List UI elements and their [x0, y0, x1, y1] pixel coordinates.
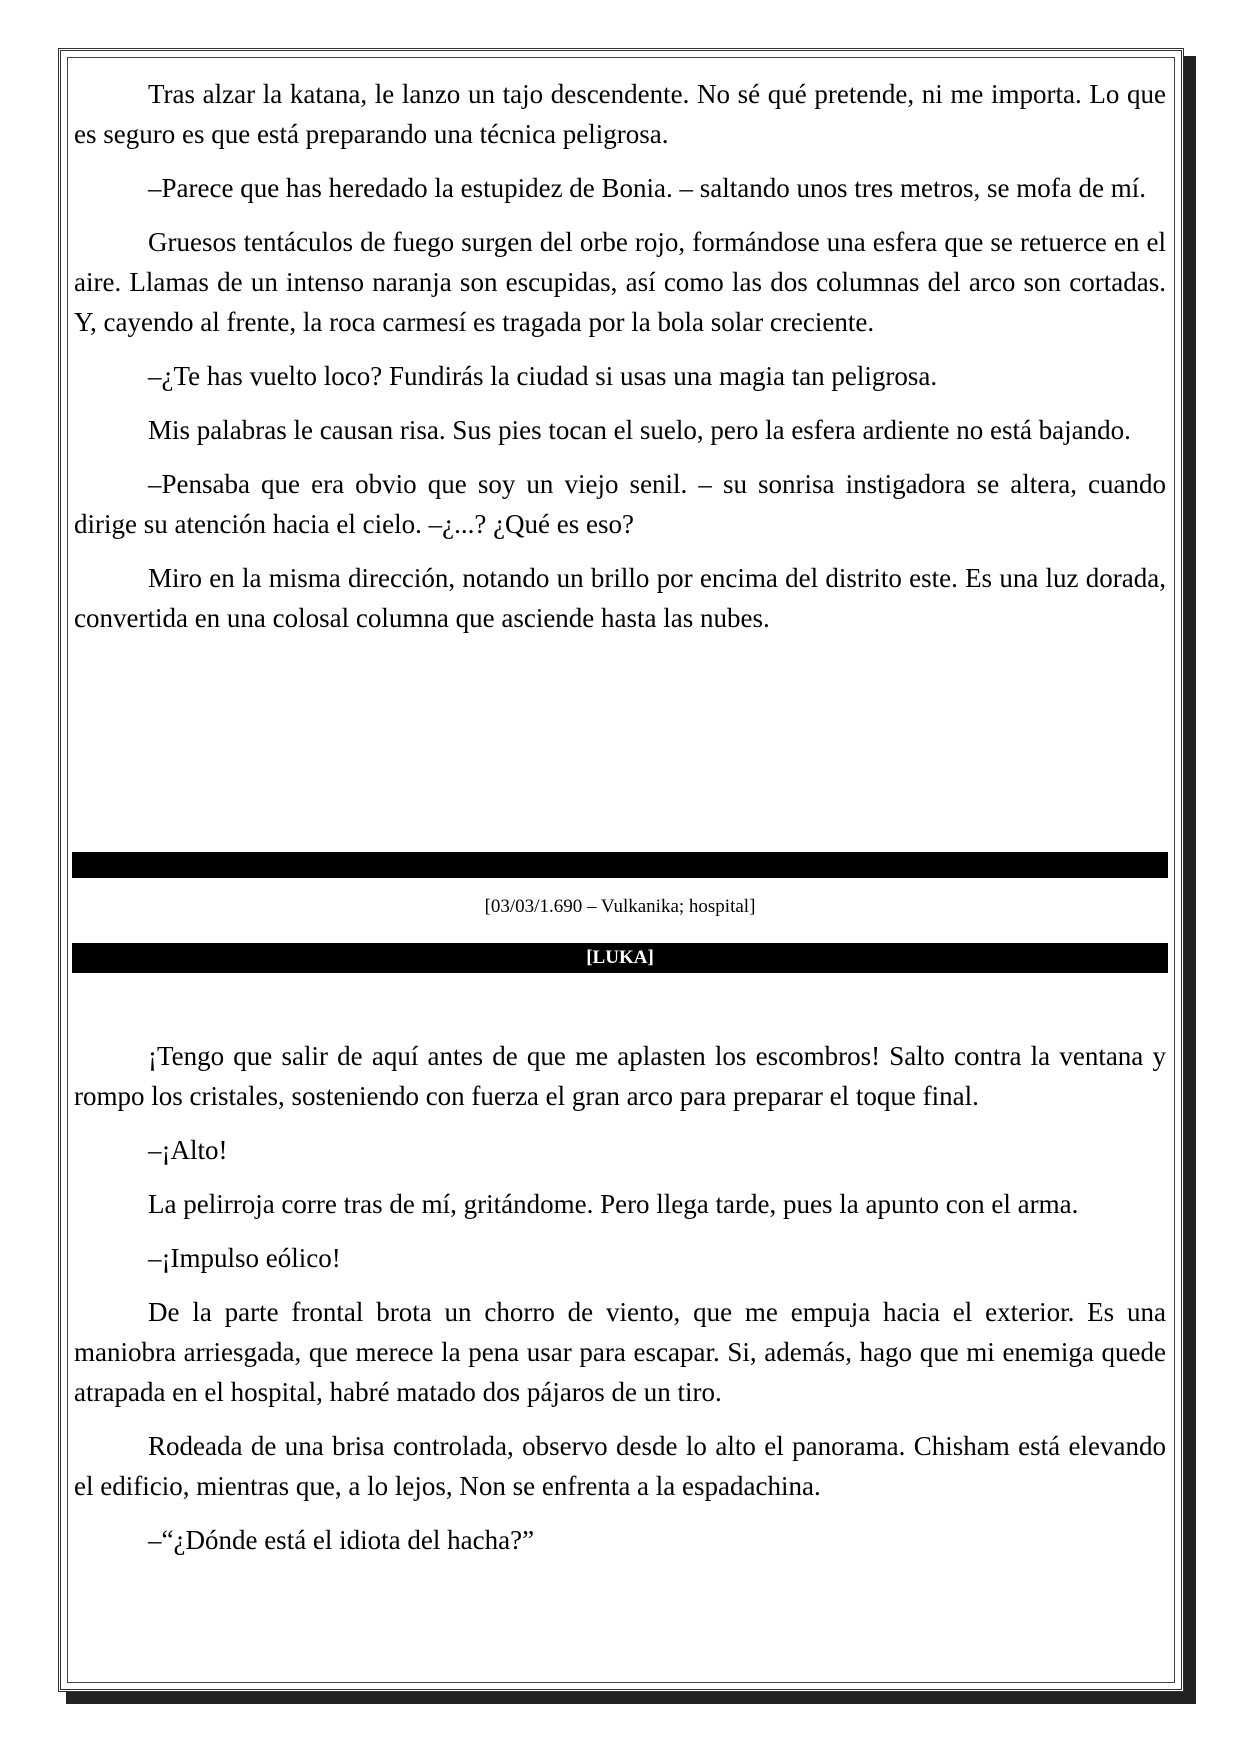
paragraph: Rodeada de una brisa controlada, observo desde lo alto el panorama. Chisham está elevando el edificio, mientras que, a lo lejos, Non se enfrenta a la espadachina.: [74, 1431, 1166, 1501]
paragraph: Miro en la misma dirección, notando un brillo por encima del distrito este. Es una luz dorada, convertida en una colosal columna que asciende hasta las nubes.: [74, 563, 1166, 633]
section-2-text: [74, 1036, 1166, 1574]
paragraph: –¡Alto!: [148, 1135, 228, 1165]
paragraph: –Parece que has heredado la estupidez de Bonia. – saltando unos tres metros, se mofa de mí.: [148, 173, 1146, 203]
scene-date-location: [03/03/1.690 – Vulkanika; hospital]: [484, 896, 756, 917]
scene-character-bar: [LUKA]: [72, 943, 1168, 973]
paragraph: –¿Te has vuelto loco? Fundirás la ciudad si usas una magia tan peligrosa.: [148, 361, 938, 391]
paragraph: –“¿Dónde está el idiota del hacha?”: [148, 1525, 535, 1555]
section-1-text: [74, 74, 1166, 652]
paragraph: De la parte frontal brota un chorro de viento, que me empuja hacia el exterior. Es una maniobra arriesgada, que merece la pena usar para escapar. Si, además, hago que mi enemiga quede atrapada en el hospital, habré matado dos pájaros de un tiro.: [74, 1297, 1166, 1407]
paragraph: Mis palabras le causan risa. Sus pies tocan el suelo, pero la esfera ardiente no está bajando.: [148, 415, 1131, 445]
paragraph: ¡Tengo que salir de aquí antes de que me aplasten los escombros! Salto contra la ventana y rompo los cristales, sosteniendo con fuerza el gran arco para preparar el toque final.: [74, 1041, 1166, 1111]
paragraph: –Pensaba que era obvio que soy un viejo senil. – su sonrisa instigadora se altera, cuando dirige su atención hacia el cielo. –¿...? ¿Qué es eso?: [74, 469, 1166, 539]
paragraph: –¡Impulso eólico!: [148, 1243, 341, 1273]
paragraph: La pelirroja corre tras de mí, gritándome. Pero llega tarde, pues la apunto con el arma.: [148, 1189, 1079, 1219]
paragraph: Gruesos tentáculos de fuego surgen del orbe rojo, formándose una esfera que se retuerce en el aire. Llamas de un intenso naranja son escupidas, así como las dos columnas del arco son cortadas. Y, cayendo al frente, la roca carmesí es tragada por la bola solar creciente.: [74, 227, 1166, 337]
scene-divider-bar: [72, 852, 1168, 878]
paragraph: Tras alzar la katana, le lanzo un tajo descendente. No sé qué pretende, ni me importa. Lo que es seguro es que está preparando una técnica peligrosa.: [74, 79, 1166, 149]
